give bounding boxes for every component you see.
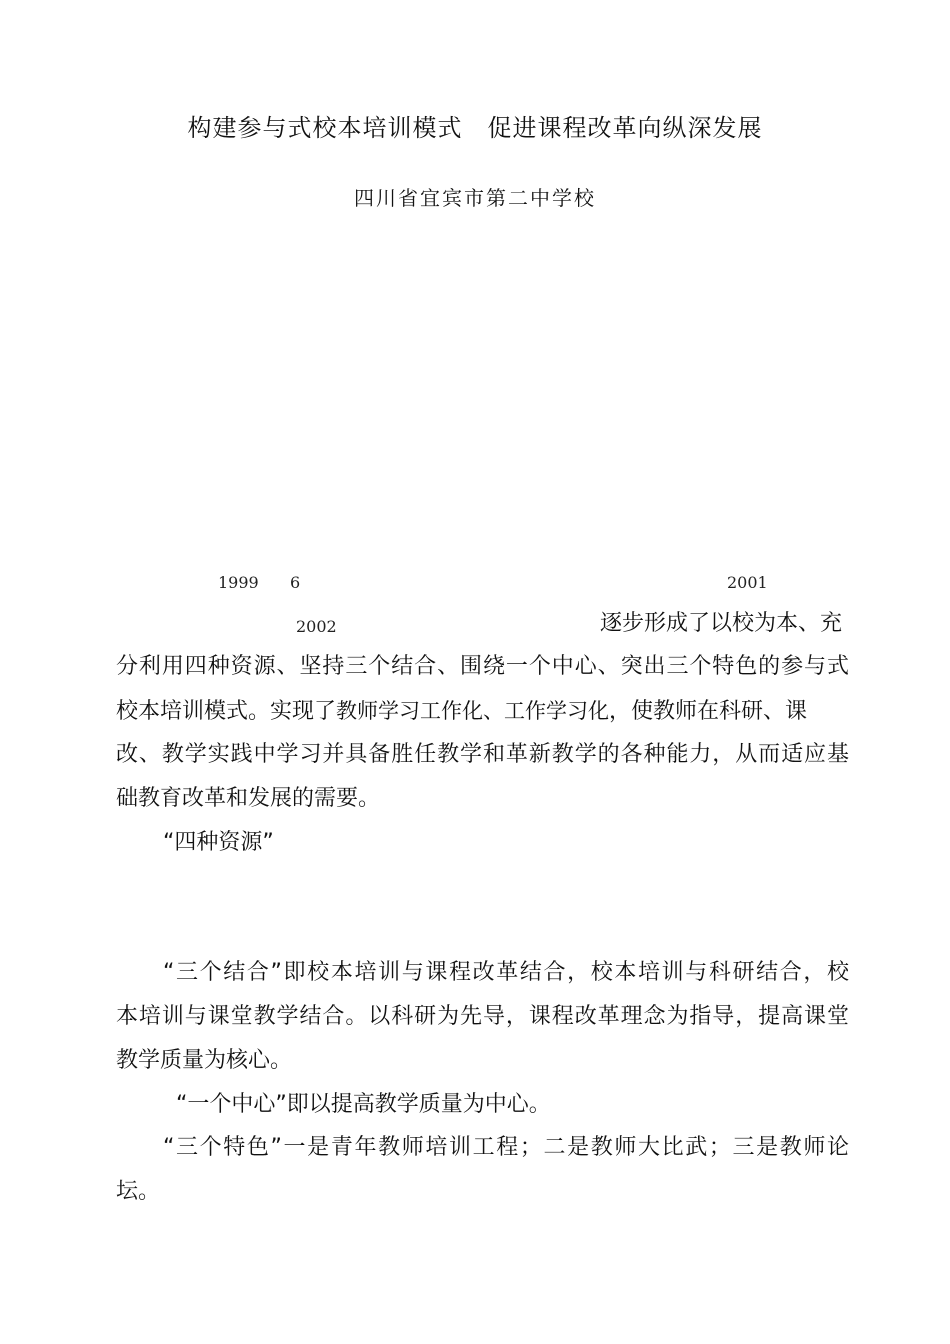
para3-line2-a bbox=[116, 873, 134, 903]
document-author: 四川省宜宾市第二中学校 bbox=[354, 186, 596, 210]
para4-line2: 本培训与课堂教学结合。以科研为先导，课程改革理念为指导，提高课堂 bbox=[116, 1004, 849, 1029]
para2-line4-a: 校本培训模式。实现了 bbox=[116, 699, 337, 724]
para4-line1: “三个结合”即校本培训与课程改革结合，校本培训与科研结合，校 bbox=[163, 960, 849, 985]
para6-line2: 坛。 bbox=[116, 1179, 161, 1204]
para3-line1-b bbox=[306, 830, 764, 860]
para2-line6: 础教育改革和发展的需要。 bbox=[116, 786, 381, 811]
para2-month-6: 6 bbox=[290, 573, 301, 592]
para3-line2-b bbox=[137, 873, 647, 903]
para5-line1: “一个中心”即以提高教学质量为中心。 bbox=[176, 1092, 551, 1117]
garbled-line-3 bbox=[116, 351, 714, 381]
garbled-line-1 bbox=[163, 263, 761, 293]
para2-line4-emphasis: 教师学习工作化、工作学习化 bbox=[336, 699, 610, 723]
para4-line3: 教学质量为核心。 bbox=[116, 1048, 293, 1073]
garbled-line-7 bbox=[116, 525, 574, 555]
para2-year-2001: 2001 bbox=[727, 573, 768, 592]
para2-line2-c bbox=[343, 612, 537, 642]
para2-line2-a bbox=[116, 612, 257, 642]
para2-line3: 分利用四种资源、坚持三个结合、围绕一个中心、突出三个特色的参与式 bbox=[116, 654, 849, 679]
para2-line1-a bbox=[163, 568, 198, 598]
para2-line2-d: 逐步形成了以校为本、充 bbox=[600, 611, 843, 636]
para2-year-2002: 2002 bbox=[296, 617, 337, 636]
para2-year-1999: 1999 bbox=[218, 573, 259, 592]
para2-line4 bbox=[116, 696, 807, 727]
para3-line1-heading: “四种资源” bbox=[163, 830, 274, 855]
para2-line4-c: ，使教师在科研、课 bbox=[609, 699, 808, 724]
para2-line1-g bbox=[775, 568, 828, 598]
garbled-line-6 bbox=[116, 481, 714, 511]
para3-line3 bbox=[116, 916, 679, 946]
para6-line1: “三个特色”一是青年教师培训工程；二是教师大比武；三是教师论 bbox=[163, 1135, 849, 1160]
para2-line5: 改、教学实践中学习并具备胜任教学和革新教学的各种能力，从而适应基 bbox=[116, 742, 849, 767]
garbled-line-5 bbox=[116, 437, 714, 467]
document-title: 构建参与式校本培训模式 促进课程改革向纵深发展 bbox=[187, 114, 763, 142]
para2-line1-c bbox=[262, 568, 280, 598]
para3-line2-c bbox=[733, 873, 821, 903]
para2-line1-e bbox=[307, 568, 659, 598]
garbled-line-2 bbox=[116, 307, 714, 337]
garbled-line-4 bbox=[116, 394, 714, 424]
